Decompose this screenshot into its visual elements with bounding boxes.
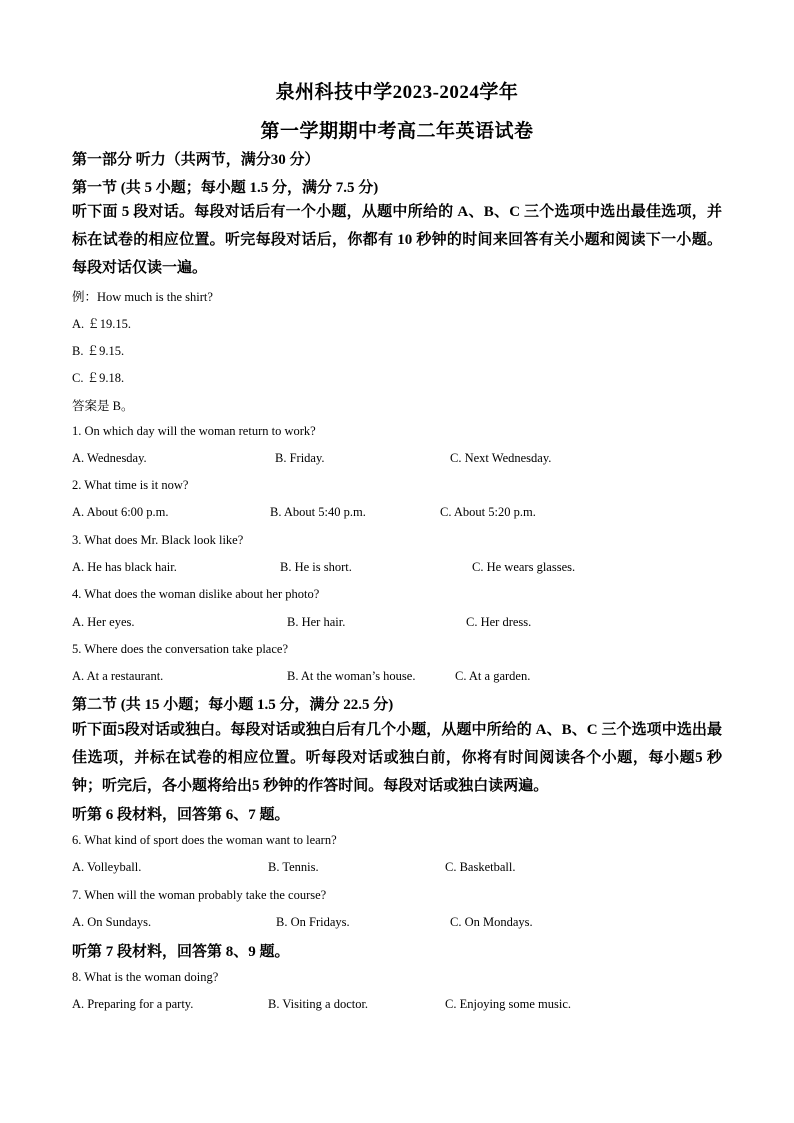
q5-option-c: C. At a garden. xyxy=(455,669,531,683)
q3-option-b: B. He is short. xyxy=(280,560,352,574)
example-option-c: C. ￡9.18. xyxy=(72,371,125,385)
example-answer: 答案是 B。 xyxy=(72,399,134,413)
example-option-a: A. ￡19.15. xyxy=(72,317,132,331)
q5-option-b: B. At the woman’s house. xyxy=(287,669,416,683)
question-1: 1. On which day will the woman return to work? xyxy=(72,424,316,438)
q3-option-c: C. He wears glasses. xyxy=(472,560,576,574)
section2-instructions: 听下面5段对话或独白。每段对话或独白后有几个小题，从题中所给的 A、B、C 三个选项中选出最佳选项，并标在试卷的相应位置。听每段对话或独白前，你将有时间阅读各个小题，每小题5 秒钟；听完后，各小题将给出5 秒钟的作答时间。每段对话或独白读两遍。 xyxy=(72,722,722,794)
q6-option-a: A. Volleyball. xyxy=(72,860,142,874)
material-6-heading: 听第 6 段材料，回答第 6、7 题。 xyxy=(72,807,290,823)
question-5: 5. Where does the conversation take place? xyxy=(72,642,288,656)
q3-option-a: A. He has black hair. xyxy=(72,560,177,574)
q4-option-c: C. Her dress. xyxy=(466,615,532,629)
q8-option-b: B. Visiting a doctor. xyxy=(268,997,369,1011)
question-7: 7. When will the woman probably take the course? xyxy=(72,888,327,902)
question-2: 2. What time is it now? xyxy=(72,478,189,492)
question-8: 8. What is the woman doing? xyxy=(72,970,219,984)
section1-instructions: 听下面 5 段对话。每段对话后有一个小题，从题中所给的 A、B、C 三个选项中选出最佳选项，并标在试卷的相应位置。听完每段对话后，你都有 10 秒钟的时间来回答有关小题和阅读下一小题。每段对话仅读一遍。 xyxy=(72,204,722,276)
q6-option-c: C. Basketball. xyxy=(445,860,516,874)
q6-option-b: B. Tennis. xyxy=(268,860,319,874)
example-option-b: B. ￡9.15. xyxy=(72,344,125,358)
question-3: 3. What does Mr. Black look like? xyxy=(72,533,244,547)
q2-option-b: B. About 5:40 p.m. xyxy=(270,505,366,519)
q5-option-a: A. At a restaurant. xyxy=(72,669,164,683)
question-4: 4. What does the woman dislike about her photo? xyxy=(72,587,320,601)
q7-option-b: B. On Fridays. xyxy=(276,915,350,929)
q4-option-a: A. Her eyes. xyxy=(72,615,135,629)
exam-title-line1: 泉州科技中学2023-2024学年 xyxy=(275,82,519,103)
section1-heading: 第一节 (共 5 小题；每小题 1.5 分，满分 7.5 分) xyxy=(72,180,379,196)
q1-option-a: A. Wednesday. xyxy=(72,451,147,465)
q7-option-c: C. On Mondays. xyxy=(450,915,533,929)
q4-option-b: B. Her hair. xyxy=(287,615,346,629)
q1-option-c: C. Next Wednesday. xyxy=(450,451,552,465)
question-6: 6. What kind of sport does the woman want to learn? xyxy=(72,833,337,847)
q7-option-a: A. On Sundays. xyxy=(72,915,152,929)
section2-heading: 第二节 (共 15 小题；每小题 1.5 分，满分 22.5 分) xyxy=(72,697,394,713)
exam-title-line2: 第一学期期中考高二年英语试卷 xyxy=(260,121,534,142)
q1-option-b: B. Friday. xyxy=(275,451,325,465)
q8-option-a: A. Preparing for a party. xyxy=(72,997,194,1011)
q2-option-a: A. About 6:00 p.m. xyxy=(72,505,169,519)
q8-option-c: C. Enjoying some music. xyxy=(445,997,572,1011)
material-7-heading: 听第 7 段材料，回答第 8、9 题。 xyxy=(72,944,290,960)
part1-heading: 第一部分 听力（共两节，满分30 分） xyxy=(72,152,320,168)
example-question: 例：How much is the shirt? xyxy=(72,290,213,304)
q2-option-c: C. About 5:20 p.m. xyxy=(440,505,536,519)
